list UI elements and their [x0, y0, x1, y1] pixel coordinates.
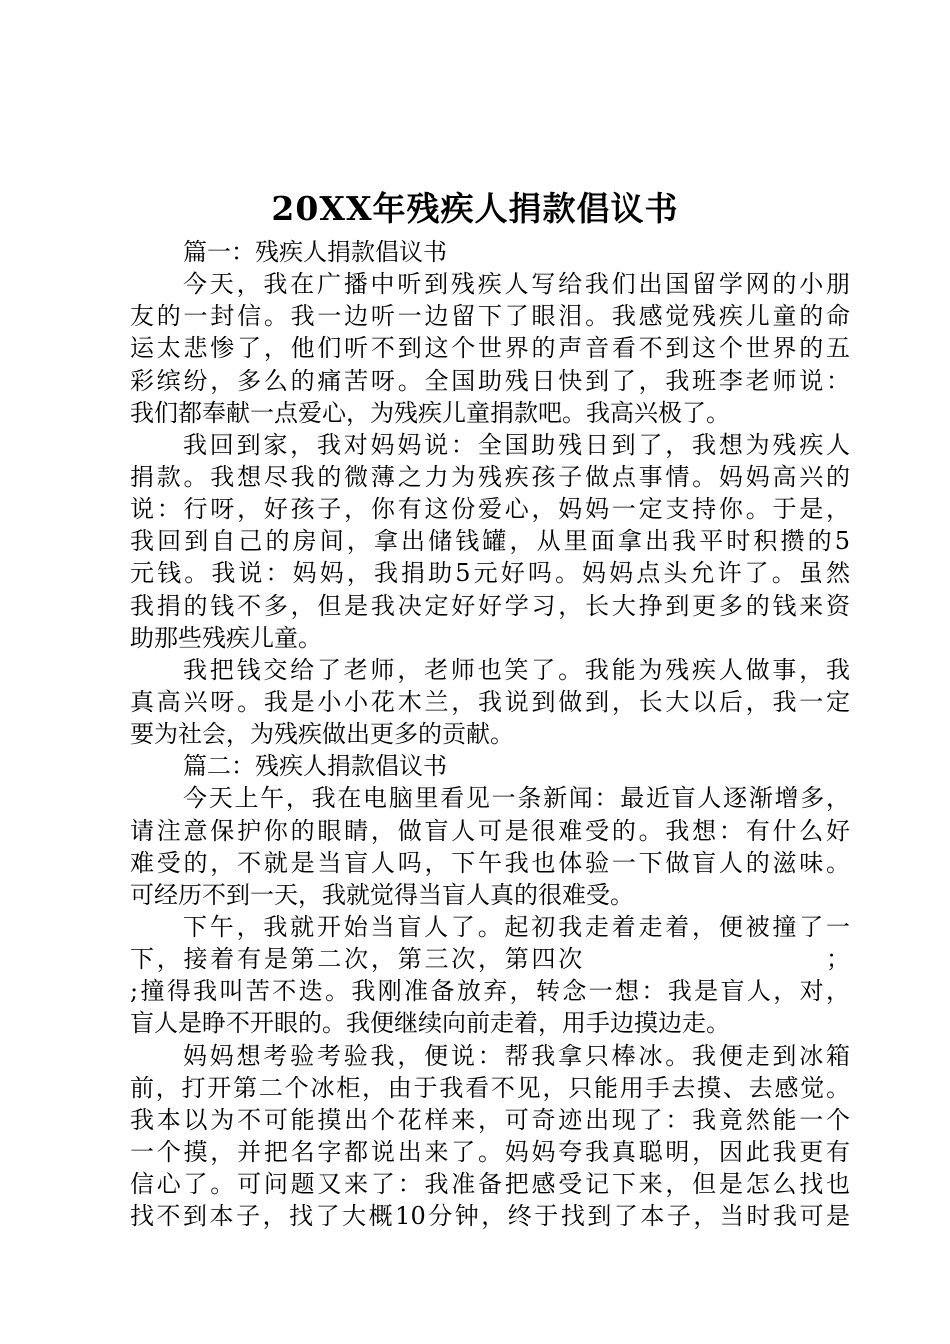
text-line: 信心了。可问题又来了：我准备把感受记下来，但是怎么找也 — [130, 1170, 850, 1199]
text-line: ;撞得我叫苦不迭。我刚准备放弃，转念一想：我是盲人，对， — [130, 977, 850, 1006]
text-line: 我把钱交给了老师，老师也笑了。我能为残疾人做事，我 — [183, 655, 850, 684]
text-line: 友的一封信。我一边听一边留下了眼泪。我感觉残疾儿童的命 — [130, 302, 850, 331]
text-line: 元钱。我说：妈妈，我捐助5元好吗。妈妈点头允许了。虽然 — [130, 559, 850, 588]
text-line: 我捐的钱不多，但是我决定好好学习，长大挣到更多的钱来资 — [130, 591, 850, 620]
text-line: 下，接着有是第二次，第三次，第四次 ； — [130, 945, 850, 974]
text-line: 下午，我就开始当盲人了。起初我走着走着，便被撞了一 — [183, 912, 850, 941]
text-line: 今天上午，我在电脑里看见一条新闻：最近盲人逐渐增多， — [183, 784, 850, 813]
text-line: 说：行呀，好孩子，你有这份爱心，妈妈一定支持你。于是， — [130, 495, 850, 524]
text-line: 妈妈想考验考验我，便说：帮我拿只棒冰。我便走到冰箱 — [183, 1041, 850, 1070]
text-line: 盲人是睁不开眼的。我便继续向前走着，用手边摸边走。 — [130, 1009, 730, 1038]
text-line: 篇一：残疾人捐款倡议书 — [183, 238, 447, 266]
text-line: 我本以为不可能摸出个花样来，可奇迹出现了：我竟然能一个 — [130, 1105, 850, 1134]
document-title: 20XX年残疾人捐款倡议书 — [271, 189, 679, 228]
text-line: 真高兴呀。我是小小花木兰，我说到做到，长大以后，我一定 — [130, 687, 850, 716]
text-line: 彩缤纷，多么的痛苦呀。全国助残日快到了，我班李老师说： — [130, 366, 850, 395]
document-body — [130, 236, 850, 1232]
text-line: 请注意保护你的眼睛，做盲人可是很难受的。我想：有什么好 — [130, 816, 850, 845]
text-line: 一个摸，并把名字都说出来了。妈妈夸我真聪明，因此我更有 — [130, 1137, 850, 1166]
text-line: 找不到本子，找了大概10分钟，终于找到了本子，当时我可是 — [130, 1202, 850, 1231]
text-line: 要为社会，为残疾做出更多的贡献。 — [130, 720, 514, 749]
text-line: 助那些残疾儿童。 — [130, 623, 322, 652]
text-line: 篇二：残疾人捐款倡议书 — [183, 752, 447, 781]
text-line: 我回到家，我对妈妈说：全国助残日到了，我想为残疾人 — [183, 430, 850, 459]
text-line: 前，打开第二个冰柜，由于我看不见，只能用手去摸、去感觉。 — [130, 1073, 850, 1102]
text-line: 难受的，不就是当盲人吗，下午我也体验一下做盲人的滋味。 — [130, 848, 850, 877]
text-line: 捐款。我想尽我的微薄之力为残疾孩子做点事情。妈妈高兴的 — [130, 462, 850, 491]
text-line: 今天，我在广播中听到残疾人写给我们出国留学网的小朋 — [183, 270, 850, 299]
text-line: 我回到自己的房间，拿出储钱罐，从里面拿出我平时积攒的5 — [130, 527, 850, 556]
text-line: 运太悲惨了，他们听不到这个世界的声音看不到这个世界的五 — [130, 334, 850, 363]
text-line: 我们都奉献一点爱心，为残疾儿童捐款吧。我高兴极了。 — [130, 398, 730, 427]
text-line: 可经历不到一天，我就觉得当盲人真的很难受。 — [130, 880, 634, 909]
